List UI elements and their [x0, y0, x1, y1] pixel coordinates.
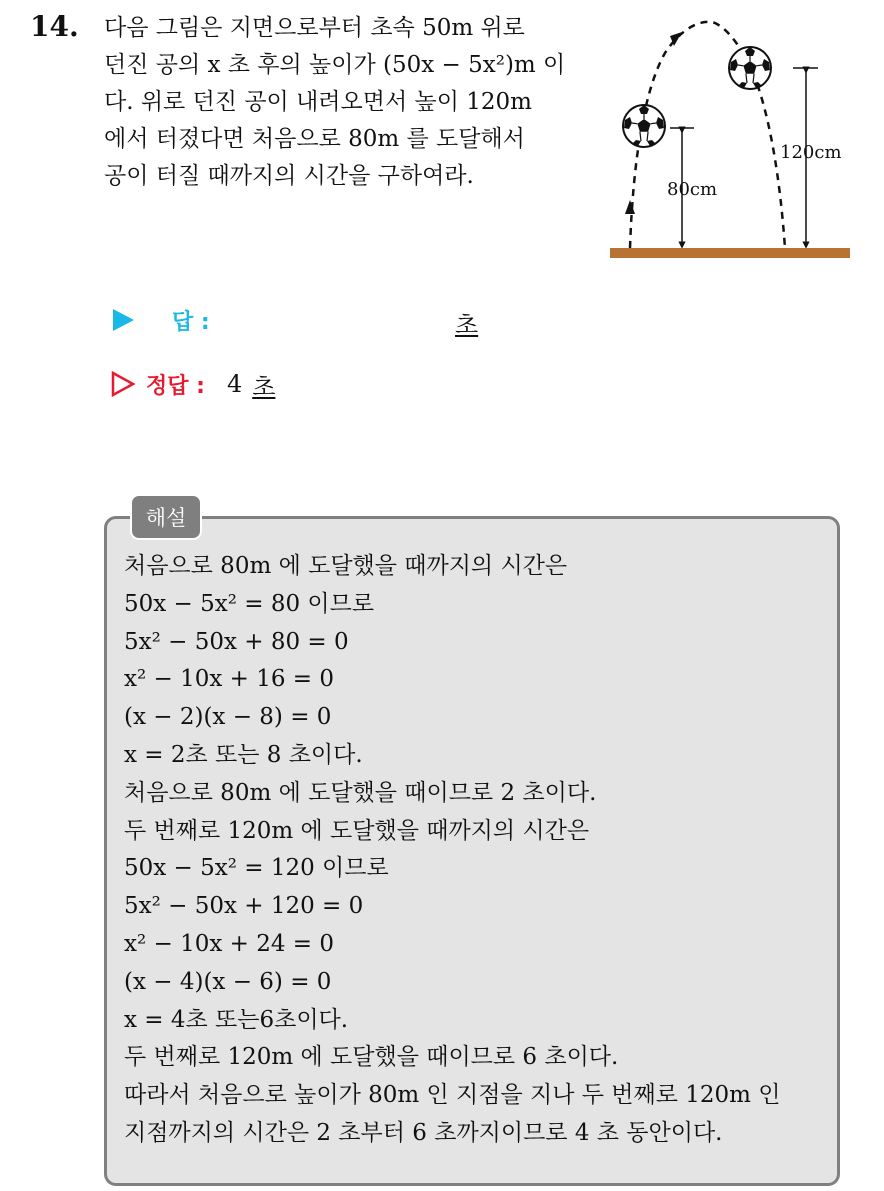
- soccer-ball-icon: [729, 47, 771, 89]
- solution-text: [124, 548, 780, 1153]
- solution-line: 5x² − 50x + 80 = 0: [124, 628, 349, 655]
- ground: [610, 248, 850, 258]
- solution-line: (x − 4)(x − 6) = 0: [124, 968, 332, 995]
- solution-line: (x − 2)(x − 8) = 0: [124, 704, 332, 731]
- correct-answer-value: 4: [226, 370, 243, 398]
- question-line: 다. 위로 던진 공이 내려오면서 높이 120m: [104, 89, 532, 115]
- correct-answer-label: 정답 :: [146, 373, 205, 399]
- answer-blank-unit[interactable]: 초: [455, 311, 479, 339]
- answer-row: [110, 300, 210, 340]
- solution-line: 두 번째로 120m 에 도달했을 때이므로 6 초이다.: [124, 1044, 619, 1071]
- solution-line: x² − 10x + 16 = 0: [124, 666, 335, 693]
- solution-tag: 해설: [130, 494, 202, 540]
- question-line: 던진 공의 x 초 후의 높이가 (50x − 5x²)m 이: [104, 52, 566, 78]
- correct-answer-unit: 초: [252, 372, 276, 401]
- question-line: 다음 그림은 지면으로부터 초속 50m 위로: [104, 15, 525, 41]
- soccer-ball-icon: [623, 105, 665, 147]
- question-text: [104, 10, 584, 195]
- solution-line: 따라서 처음으로 높이가 80m 인 지점을 지나 두 번째로 120m 인: [124, 1082, 781, 1109]
- solution-line: 지점까지의 시간은 2 초부터 6 초까지이므로 4 초 동안이다.: [124, 1119, 723, 1146]
- outline-triangle-icon: [110, 371, 136, 397]
- solution-line: 50x − 5x² = 80 이므로: [124, 590, 375, 617]
- solution-line: x = 4초 또는6초이다.: [124, 1006, 349, 1033]
- question-number: 14.: [30, 10, 79, 43]
- correct-answer-row: [110, 364, 275, 404]
- height-label-120: 120cm: [780, 142, 842, 163]
- solution-line: 50x − 5x² = 120 이므로: [124, 855, 389, 882]
- answer-label: 답 :: [172, 309, 210, 335]
- solution-line: 처음으로 80m 에 도달했을 때까지의 시간은: [124, 553, 568, 579]
- solution-line: x = 2초 또는 8 초이다.: [124, 741, 363, 768]
- solution-line: 처음으로 80m 에 도달했을 때이므로 2 초이다.: [124, 779, 597, 806]
- solution-line: x² − 10x + 24 = 0: [124, 930, 335, 957]
- solution-line: 5x² − 50x + 120 = 0: [124, 893, 364, 920]
- question-line: 에서 터졌다면 처음으로 80m 를 도달해서: [104, 126, 525, 152]
- solution-line: 두 번째로 120m 에 도달했을 때까지의 시간은: [124, 817, 590, 844]
- height-label-80: 80cm: [667, 179, 718, 200]
- question-line: 공이 터질 때까지의 시간을 구하여라.: [104, 163, 474, 189]
- ball-trajectory-figure: [600, 8, 860, 268]
- play-triangle-icon: [110, 307, 136, 333]
